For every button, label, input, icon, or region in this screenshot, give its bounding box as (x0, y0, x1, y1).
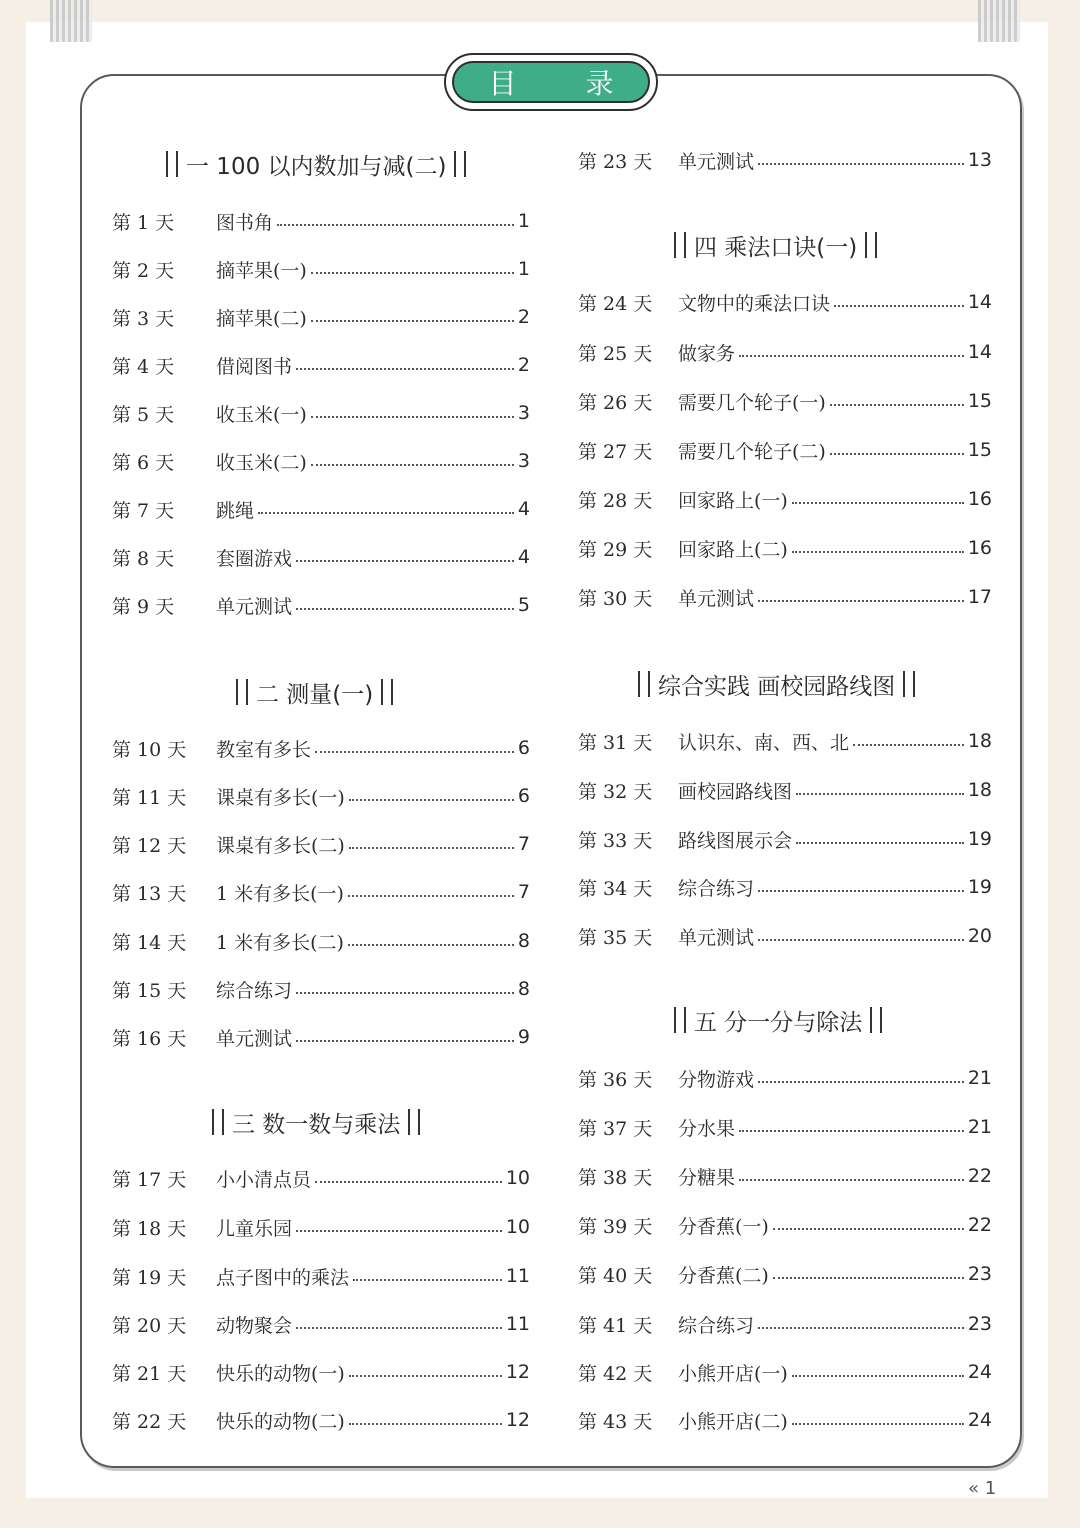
toc-entry-page: 14 (967, 341, 992, 363)
leader-dots (739, 1130, 964, 1132)
toc-entry-title: 1 米有多长(二) (216, 931, 344, 954)
toc-entry-day: 第 31 天 (578, 731, 653, 754)
toc-entry-day: 第 14 天 (112, 931, 187, 954)
leader-dots (349, 799, 514, 801)
leader-dots (773, 1277, 964, 1279)
toc-entry[interactable] (578, 582, 992, 612)
leader-dots (348, 944, 514, 946)
section-heading-text: 一 100 以内数加与减(二) (186, 153, 447, 180)
toc-entry[interactable] (112, 1405, 530, 1435)
toc-entry[interactable] (578, 1112, 992, 1142)
toc-entry[interactable] (578, 1210, 992, 1240)
toc-entry[interactable] (578, 1405, 992, 1435)
toc-entry-page: 15 (967, 390, 992, 412)
toc-entry[interactable] (578, 1063, 992, 1093)
toc-entry-page: 14 (967, 291, 992, 313)
section-heading (666, 1000, 890, 1040)
toc-entry[interactable] (112, 781, 530, 811)
toc-entry-day: 第 42 天 (578, 1362, 653, 1385)
toc-entry-title: 图书角 (216, 211, 274, 234)
toc-entry[interactable] (578, 1161, 992, 1191)
toc-entry-page: 12 (505, 1361, 530, 1383)
leader-dots (348, 895, 514, 897)
leader-dots (296, 1327, 502, 1329)
toc-entry[interactable] (112, 398, 530, 428)
toc-entry-title: 回家路上(二) (678, 538, 788, 561)
toc-entry-page: 18 (967, 730, 992, 752)
toc-entry-title: 跳绳 (216, 499, 255, 522)
toc-entry-day: 第 15 天 (112, 979, 187, 1002)
toc-entry-title: 综合练习 (216, 979, 293, 1002)
section-heading-text: 四 乘法口诀(一) (694, 234, 858, 261)
toc-entry-title: 借阅图书 (216, 355, 293, 378)
section-heading (158, 144, 474, 184)
toc-entry-day: 第 36 天 (578, 1068, 653, 1091)
toc-entry[interactable] (112, 926, 530, 956)
toc-entry-page: 1 (517, 258, 530, 280)
toc-entry[interactable] (578, 921, 992, 951)
leader-dots (758, 1081, 964, 1083)
toc-entry-day: 第 2 天 (112, 259, 175, 282)
toc-title: 目 录 (452, 61, 650, 103)
toc-entry-title: 收玉米(二) (216, 451, 307, 474)
toc-entry-page: 17 (967, 586, 992, 608)
toc-entry-page: 10 (505, 1167, 530, 1189)
leader-dots (758, 600, 964, 602)
double-bar-icon (381, 679, 393, 705)
leader-dots (296, 1040, 514, 1042)
section-heading-text: 三 数一数与乘法 (232, 1111, 401, 1138)
leader-dots (739, 1179, 964, 1181)
leader-dots (311, 416, 514, 418)
toc-entry-day: 第 25 天 (578, 342, 653, 365)
leader-dots (296, 992, 514, 994)
toc-entry-day: 第 24 天 (578, 292, 653, 315)
toc-entry-title: 收玉米(一) (216, 403, 307, 426)
toc-entry-day: 第 41 天 (578, 1314, 653, 1337)
toc-entry-day: 第 19 天 (112, 1266, 187, 1289)
toc-entry-day: 第 34 天 (578, 877, 653, 900)
toc-entry[interactable] (112, 733, 530, 763)
toc-entry[interactable] (112, 494, 530, 524)
leader-dots (296, 608, 514, 610)
toc-entry-day: 第 11 天 (112, 786, 187, 809)
leader-dots (296, 1230, 502, 1232)
toc-entry[interactable] (578, 1259, 992, 1289)
leader-dots (315, 1181, 502, 1183)
binder-clip-icon (50, 0, 92, 42)
toc-entry-title: 画校园路线图 (678, 780, 793, 803)
toc-entry[interactable] (112, 1022, 530, 1052)
toc-entry-title: 快乐的动物(二) (216, 1410, 345, 1433)
toc-entry-title: 认识东、南、西、北 (678, 731, 850, 754)
double-bar-icon (454, 151, 466, 177)
leader-dots (830, 404, 964, 406)
toc-entry-day: 第 43 天 (578, 1410, 653, 1433)
toc-entry[interactable] (578, 386, 992, 416)
toc-entry-page: 24 (967, 1361, 992, 1383)
toc-entry-title: 综合练习 (678, 877, 755, 900)
leader-dots (296, 560, 514, 562)
section-heading (666, 225, 885, 265)
leader-dots (349, 847, 514, 849)
double-bar-icon (236, 679, 248, 705)
toc-entry-page: 11 (505, 1313, 530, 1335)
toc-entry-day: 第 22 天 (112, 1410, 187, 1433)
section-heading (204, 1102, 428, 1142)
toc-entry[interactable] (112, 1163, 530, 1193)
toc-entry-day: 第 29 天 (578, 538, 653, 561)
toc-entry-title: 动物聚会 (216, 1314, 293, 1337)
toc-entry-day: 第 37 天 (578, 1117, 653, 1140)
toc-entry-page: 15 (967, 439, 992, 461)
section-heading (228, 672, 401, 712)
toc-entry-page: 8 (517, 930, 530, 952)
toc-entry-page: 16 (967, 488, 992, 510)
toc-entry-day: 第 40 天 (578, 1264, 653, 1287)
toc-entry-page: 23 (967, 1313, 992, 1335)
toc-entry-page: 21 (967, 1116, 992, 1138)
toc-entry-day: 第 13 天 (112, 882, 187, 905)
toc-entry-page: 7 (517, 881, 530, 903)
toc-entry-title: 课桌有多长(二) (216, 834, 345, 857)
toc-entry-day: 第 18 天 (112, 1217, 187, 1240)
toc-entry-page: 2 (517, 306, 530, 328)
toc-entry-page: 13 (967, 149, 992, 171)
toc-entry-title: 教室有多长 (216, 738, 312, 761)
toc-title-badge (444, 53, 658, 111)
toc-entry[interactable] (578, 726, 992, 756)
toc-entry[interactable] (112, 302, 530, 332)
toc-entry-title: 综合练习 (678, 1314, 755, 1337)
toc-entry[interactable] (578, 337, 992, 367)
toc-entry-page: 2 (517, 354, 530, 376)
toc-entry[interactable] (578, 775, 992, 805)
toc-entry[interactable] (578, 484, 992, 514)
toc-entry-day: 第 32 天 (578, 780, 653, 803)
toc-entry-page: 11 (505, 1265, 530, 1287)
toc-entry-page: 3 (517, 450, 530, 472)
leader-dots (349, 1423, 502, 1425)
leader-dots (311, 320, 514, 322)
toc-entry-title: 需要几个轮子(二) (678, 440, 826, 463)
toc-entry-page: 21 (967, 1067, 992, 1089)
toc-entry-page: 6 (517, 737, 530, 759)
toc-entry-title: 分水果 (678, 1117, 736, 1140)
toc-entry-title: 单元测试 (678, 587, 755, 610)
toc-entry-day: 第 17 天 (112, 1168, 187, 1191)
toc-entry-title: 分物游戏 (678, 1068, 755, 1091)
toc-entry[interactable] (112, 590, 530, 620)
toc-entry[interactable] (578, 533, 992, 563)
toc-entry-day: 第 33 天 (578, 829, 653, 852)
leader-dots (830, 453, 964, 455)
toc-entry[interactable] (578, 287, 992, 317)
toc-entry[interactable] (112, 1357, 530, 1387)
toc-entry-page: 23 (967, 1263, 992, 1285)
toc-entry-title: 分香蕉(一) (678, 1215, 769, 1238)
toc-entry-day: 第 8 天 (112, 547, 175, 570)
toc-entry-day: 第 28 天 (578, 489, 653, 512)
toc-entry-day: 第 38 天 (578, 1166, 653, 1189)
toc-entry-page: 16 (967, 537, 992, 559)
toc-entry[interactable] (578, 145, 992, 175)
leader-dots (258, 512, 514, 514)
toc-entry[interactable] (578, 824, 992, 854)
toc-entry-day: 第 4 天 (112, 355, 175, 378)
leader-dots (353, 1279, 502, 1281)
leader-dots (296, 368, 514, 370)
section-heading (630, 664, 923, 704)
toc-entry[interactable] (112, 542, 530, 572)
toc-entry-page: 22 (967, 1165, 992, 1187)
page-number: « 1 (968, 1478, 997, 1499)
leader-dots (834, 305, 964, 307)
leader-dots (311, 464, 514, 466)
toc-entry-day: 第 35 天 (578, 926, 653, 949)
toc-entry-page: 7 (517, 833, 530, 855)
toc-entry-title: 小熊开店(一) (678, 1362, 788, 1385)
toc-entry-day: 第 26 天 (578, 391, 653, 414)
leader-dots (349, 1375, 502, 1377)
toc-entry[interactable] (112, 877, 530, 907)
toc-entry[interactable] (578, 1357, 992, 1387)
double-bar-icon (674, 232, 686, 258)
toc-entry-title: 单元测试 (678, 926, 755, 949)
toc-entry-day: 第 7 天 (112, 499, 175, 522)
toc-entry-title: 课桌有多长(一) (216, 786, 345, 809)
double-bar-icon (166, 151, 178, 177)
toc-entry-page: 22 (967, 1214, 992, 1236)
toc-entry-page: 10 (505, 1216, 530, 1238)
toc-entry-title: 小小清点员 (216, 1168, 312, 1191)
leader-dots (758, 890, 964, 892)
toc-entry-day: 第 10 天 (112, 738, 187, 761)
toc-entry-page: 5 (517, 594, 530, 616)
toc-entry-page: 24 (967, 1409, 992, 1431)
toc-entry-page: 8 (517, 978, 530, 1000)
toc-entry-day: 第 16 天 (112, 1027, 187, 1050)
toc-entry-title: 回家路上(一) (678, 489, 788, 512)
toc-entry-title: 套圈游戏 (216, 547, 293, 570)
toc-entry[interactable] (112, 1261, 530, 1291)
toc-entry-day: 第 9 天 (112, 595, 175, 618)
leader-dots (792, 502, 964, 504)
toc-entry-title: 1 米有多长(一) (216, 882, 344, 905)
toc-entry[interactable] (112, 974, 530, 1004)
leader-dots (796, 842, 964, 844)
leader-dots (758, 1327, 964, 1329)
toc-entry-title: 需要几个轮子(一) (678, 391, 826, 414)
toc-entry-page: 19 (967, 876, 992, 898)
section-heading-text: 二 测量(一) (256, 681, 374, 708)
leader-dots (792, 1423, 964, 1425)
toc-entry-title: 小熊开店(二) (678, 1410, 788, 1433)
leader-dots (311, 272, 514, 274)
toc-entry-title: 单元测试 (216, 1027, 293, 1050)
toc-entry[interactable] (112, 254, 530, 284)
leader-dots (853, 744, 964, 746)
toc-entry-page: 1 (517, 210, 530, 232)
toc-entry-title: 儿童乐园 (216, 1217, 293, 1240)
toc-entry-title: 摘苹果(一) (216, 259, 307, 282)
toc-entry-day: 第 12 天 (112, 834, 187, 857)
toc-entry[interactable] (578, 435, 992, 465)
toc-entry-page: 20 (967, 925, 992, 947)
toc-entry-title: 摘苹果(二) (216, 307, 307, 330)
toc-entry-day: 第 23 天 (578, 150, 653, 173)
toc-entry-page: 6 (517, 785, 530, 807)
toc-entry-day: 第 5 天 (112, 403, 175, 426)
toc-entry[interactable] (112, 446, 530, 476)
leader-dots (315, 751, 514, 753)
toc-entry-title: 做家务 (678, 342, 736, 365)
section-heading-text: 五 分一分与除法 (694, 1009, 863, 1036)
double-bar-icon (638, 671, 650, 697)
toc-entry-page: 12 (505, 1409, 530, 1431)
leader-dots (277, 224, 514, 226)
toc-entry-page: 9 (517, 1026, 530, 1048)
toc-entry[interactable] (112, 829, 530, 859)
toc-entry-title: 路线图展示会 (678, 829, 793, 852)
toc-entry-title: 单元测试 (216, 595, 293, 618)
toc-entry-title: 分糖果 (678, 1166, 736, 1189)
toc-entry[interactable] (112, 1309, 530, 1339)
double-bar-icon (408, 1109, 420, 1135)
toc-entry-title: 快乐的动物(一) (216, 1362, 345, 1385)
leader-dots (792, 551, 964, 553)
leader-dots (758, 939, 964, 941)
toc-entry-day: 第 21 天 (112, 1362, 187, 1385)
toc-entry-page: 4 (517, 498, 530, 520)
toc-entry-day: 第 20 天 (112, 1314, 187, 1337)
toc-entry[interactable] (112, 1212, 530, 1242)
toc-entry-day: 第 1 天 (112, 211, 175, 234)
toc-entry-page: 19 (967, 828, 992, 850)
toc-entry[interactable] (112, 350, 530, 380)
section-heading-text: 综合实践 画校园路线图 (658, 673, 896, 700)
toc-entry[interactable] (578, 1309, 992, 1339)
double-bar-icon (865, 232, 877, 258)
leader-dots (796, 793, 964, 795)
toc-entry-day: 第 6 天 (112, 451, 175, 474)
toc-entry-page: 3 (517, 402, 530, 424)
leader-dots (739, 355, 964, 357)
double-bar-icon (903, 671, 915, 697)
leader-dots (758, 163, 964, 165)
toc-entry-day: 第 39 天 (578, 1215, 653, 1238)
toc-entry[interactable] (578, 872, 992, 902)
double-bar-icon (870, 1007, 882, 1033)
toc-entry-title: 分香蕉(二) (678, 1264, 769, 1287)
leader-dots (773, 1228, 964, 1230)
toc-entry-page: 4 (517, 546, 530, 568)
toc-entry-day: 第 30 天 (578, 587, 653, 610)
toc-entry-day: 第 3 天 (112, 307, 175, 330)
double-bar-icon (674, 1007, 686, 1033)
toc-entry-day: 第 27 天 (578, 440, 653, 463)
leader-dots (792, 1375, 964, 1377)
binder-clip-icon (978, 0, 1020, 42)
toc-entry-title: 文物中的乘法口诀 (678, 292, 831, 315)
double-bar-icon (212, 1109, 224, 1135)
toc-entry-title: 点子图中的乘法 (216, 1266, 350, 1289)
toc-entry[interactable] (112, 206, 530, 236)
toc-entry-page: 18 (967, 779, 992, 801)
toc-entry-title: 单元测试 (678, 150, 755, 173)
